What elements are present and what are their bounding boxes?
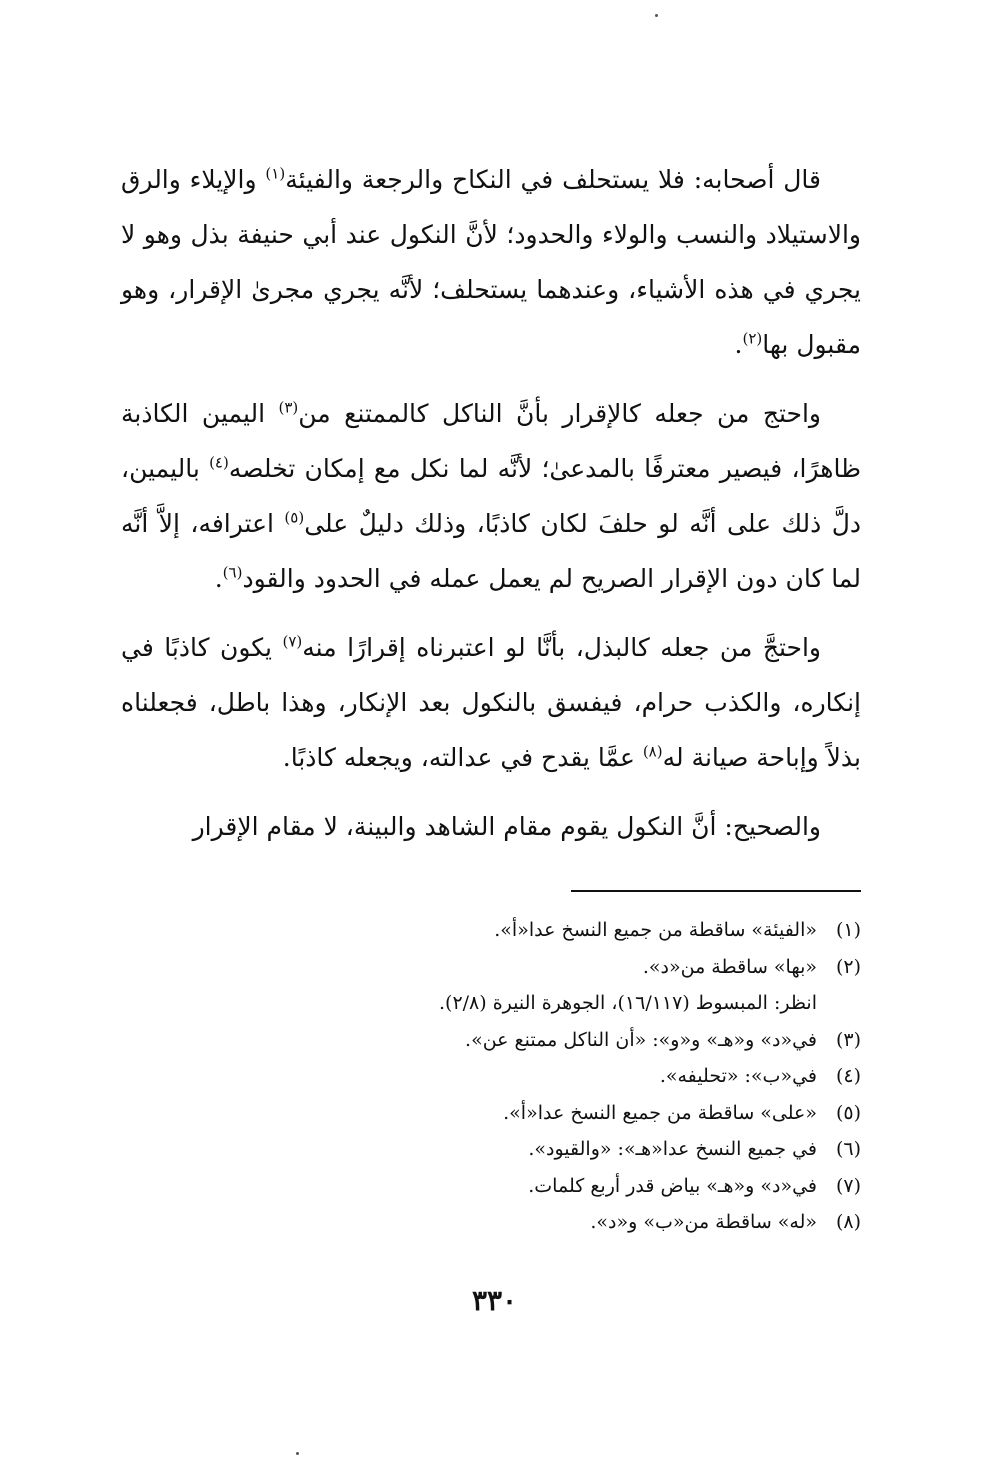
main-text	[121, 152, 861, 854]
footnote-ref[interactable]: (٦)	[222, 563, 243, 582]
footnote-number: (٤)	[835, 1065, 861, 1087]
footnote-text: «له» ساقطة من«ب» و«د».	[590, 1211, 817, 1233]
text-run: اعترافه، إلاَّ أنَّه لما كان دون الإقرار الصريح لم يعمل عمله في الحدود والقود	[121, 509, 861, 593]
footnote	[121, 912, 861, 949]
text-run: والصحيح: أنَّ النكول يقوم مقام الشاهد والبينة، لا مقام الإقرار	[192, 812, 821, 841]
text-run: باليمين، دلَّ ذلك على أنَّه لو حلفَ لكان كاذبًا، وذلك دليلٌ على	[121, 454, 862, 538]
footnote-number: (٢)	[835, 955, 861, 978]
footnote-text: «على» ساقطة من جميع النسخ عدا«أ».	[503, 1101, 817, 1124]
text-run: والإيلاء والرق والاستيلاد والنسب والولاء والحدود؛ لأنَّ النكول عند أبي حنيفة بذل وهو لا يجري في هذه الأشياء، وعندهما يستحلف؛ لأنَّه يجري مجرىٰ الإقرار، وهو مقبول بها	[121, 165, 861, 359]
footnote-ref[interactable]: (١)	[265, 164, 286, 183]
text-run: اليمين الكاذبة ظاهرًا، فيصير معترفًا بالمدعىٰ؛ لأنَّه لما نكل مع إمكان تخلصه	[121, 399, 861, 483]
footnote-text: «الفيئة» ساقطة من جميع النسخ عدا«أ».	[494, 919, 817, 941]
paragraph	[121, 152, 861, 372]
footnote	[121, 1131, 861, 1168]
footnote-number: (٨)	[835, 1211, 861, 1233]
page-number: ٣٣٠	[471, 1284, 518, 1317]
text-run: واحتج من جعله كالإقرار بأنَّ الناكل كالممتنع من	[298, 399, 821, 428]
footnote-ref[interactable]: (٣)	[278, 398, 299, 417]
paragraph	[121, 386, 861, 606]
footnote	[121, 1095, 861, 1132]
footnote-text: «بها» ساقطة من«د».	[642, 955, 817, 978]
footnote-text: في جميع النسخ عدا«هـ»: «والقيود».	[528, 1138, 817, 1160]
text-run: .	[214, 564, 223, 593]
scan-speck	[655, 14, 658, 17]
footnote-text: في«د» و«هـ» بياض قدر أربع كلمات.	[528, 1174, 817, 1197]
footnote-number: (٣)	[835, 1028, 861, 1051]
footnote	[121, 1058, 861, 1095]
footnote-ref[interactable]: (٤)	[209, 453, 229, 472]
footnote	[121, 949, 861, 986]
footnote-separator	[571, 890, 861, 892]
footnote	[121, 1168, 861, 1205]
text-run: عمَّا يقدح في عدالته، ويجعله كاذبًا.	[282, 743, 643, 772]
text-run: يكون كاذبًا في إنكاره، والكذب حرام، فيفسق بالنكول بعد الإنكار، وهذا باطل، فجعلناه بذلاً وإباحة صيانة له	[121, 633, 861, 772]
footnote-ref[interactable]: (٢)	[742, 329, 763, 348]
footnote-number: (٥)	[835, 1101, 861, 1124]
footnote-ref[interactable]: (٨)	[642, 742, 663, 761]
paragraph	[121, 799, 861, 854]
paragraph	[121, 620, 861, 785]
text-run: .	[734, 330, 743, 359]
footnote-text: في«د» و«هـ» و«و»: «أن الناكل ممتنع عن».	[465, 1028, 817, 1051]
text-run: قال أصحابه: فلا يستحلف في النكاح والرجعة والفيئة	[285, 165, 821, 194]
footnote-ref[interactable]: (٥)	[284, 508, 305, 527]
footnote	[121, 1022, 861, 1059]
footnote-number: (٧)	[835, 1174, 861, 1197]
scan-speck	[296, 1452, 299, 1455]
footnote-number: (٦)	[835, 1138, 861, 1160]
footnote-continuation: انظر: المبسوط (١٦/١١٧)، الجوهرة النيرة (٢/٨).	[438, 992, 817, 1014]
footnotes	[121, 912, 861, 1241]
footnote-number: (١)	[835, 919, 861, 941]
footnote-ref[interactable]: (٧)	[282, 632, 303, 651]
text-run: واحتجَّ من جعله كالبذل، بأنَّا لو اعتبرناه إقرارًا منه	[302, 633, 821, 662]
footnote-text: في«ب»: «تحليفه».	[659, 1065, 817, 1087]
footnote	[121, 1204, 861, 1241]
